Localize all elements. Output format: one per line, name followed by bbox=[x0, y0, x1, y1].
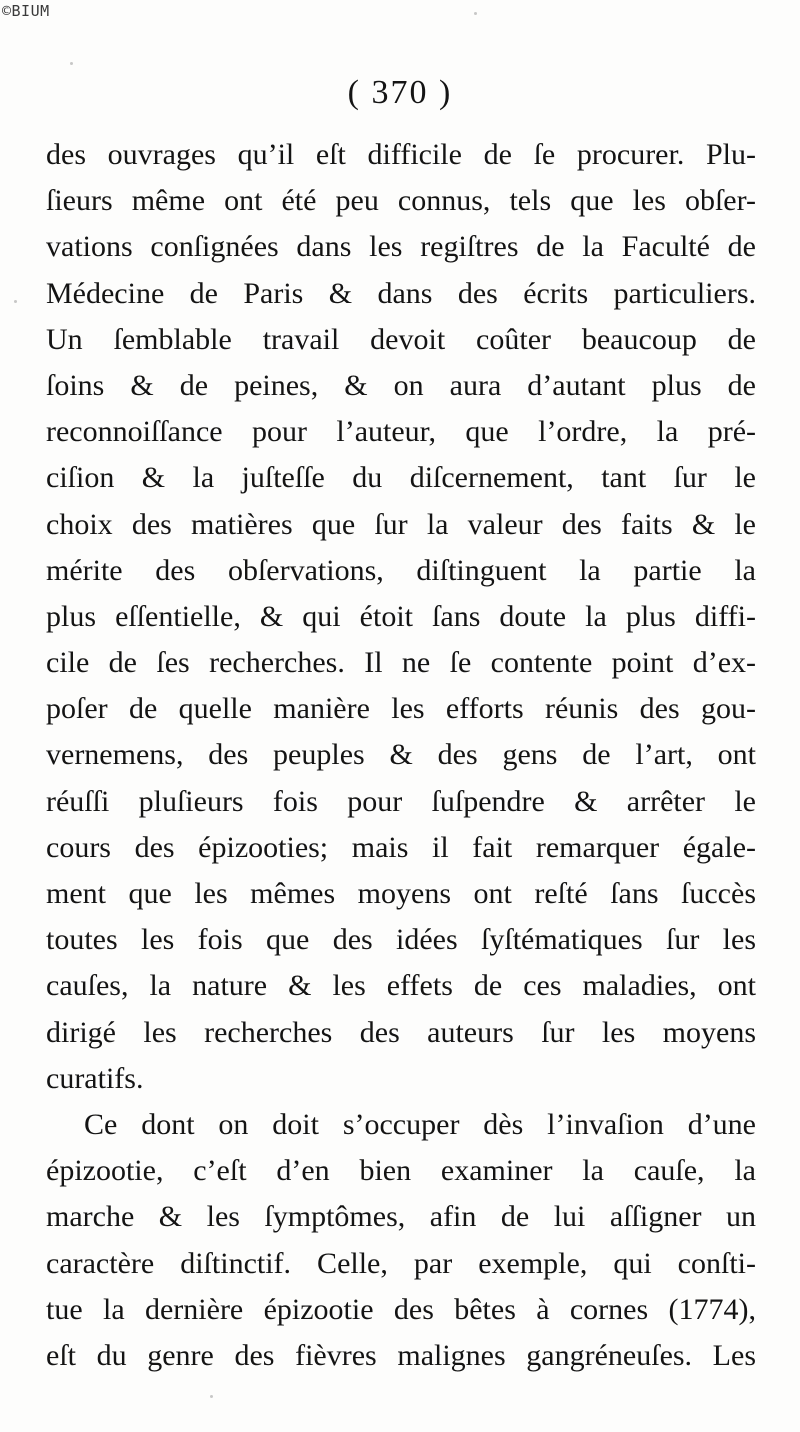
text-line: Un ſemblable travail devoit coûter beaucoup de bbox=[46, 322, 756, 356]
text-line: cauſes, la nature & les effets de ces maladies, ont bbox=[46, 969, 756, 1003]
text-line: Médecine de Paris & dans des écrits particuliers. bbox=[46, 276, 756, 310]
paragraph-2 bbox=[46, 1102, 756, 1379]
text-line: toutes les fois que des idées ſyſtématiques ſur les bbox=[46, 923, 756, 957]
text-line: des ouvrages qu’il eſt difficile de ſe procurer. Plu- bbox=[46, 138, 756, 171]
text-line: tue la dernière épizootie des bêtes à cornes (1774), bbox=[46, 1292, 756, 1326]
paper-speck bbox=[14, 300, 17, 303]
library-watermark: ©BIUM bbox=[2, 2, 50, 20]
text-line: cile de ſes recherches. Il ne ſe contente point d’ex- bbox=[46, 646, 756, 680]
page-number: ( 370 ) bbox=[347, 74, 453, 111]
text-line: ſieurs même ont été peu connus, tels que les obſer- bbox=[46, 184, 756, 218]
text-line: marche & les ſymptômes, afin de lui aſſigner un bbox=[46, 1200, 756, 1234]
text-line: poſer de quelle manière les efforts réunis des gou- bbox=[46, 692, 756, 726]
body-text bbox=[46, 132, 756, 1379]
text-line: choix des matières que ſur la valeur des faits & le bbox=[46, 507, 756, 541]
text-line: ſoins & de peines, & on aura d’autant plus de bbox=[46, 368, 756, 402]
text-line: réuſſi pluſieurs fois pour ſuſpendre & arrêter le bbox=[46, 784, 756, 818]
text-line: ment que les mêmes moyens ont reſté ſans ſuccès bbox=[46, 877, 756, 910]
text-line: dirigé les recherches des auteurs ſur les moyens bbox=[46, 1015, 756, 1049]
text-line: ciſion & la juſteſſe du diſcernement, tant ſur le bbox=[46, 461, 756, 495]
text-line: vernemens, des peuples & des gens de l’art, ont bbox=[46, 738, 756, 772]
text-line: épizootie, c’eſt d’en bien examiner la cauſe, la bbox=[46, 1154, 756, 1188]
text-line: mérite des obſervations, diſtinguent la partie la bbox=[46, 553, 756, 587]
text-line: caractère diſtinctif. Celle, par exemple, qui conſti- bbox=[46, 1246, 756, 1280]
paragraph-1 bbox=[46, 132, 756, 1102]
text-line: Ce dont on doit s’occuper dès l’invaſion d’une bbox=[84, 1107, 756, 1141]
text-line: curatifs. bbox=[46, 1061, 144, 1095]
text-line: reconnoiſſance pour l’auteur, que l’ordre, la pré- bbox=[46, 415, 756, 449]
text-line: cours des épizooties; mais il fait remarquer égale- bbox=[46, 830, 756, 864]
text-line: vations conſignées dans les regiſtres de la Faculté de bbox=[46, 230, 756, 264]
text-line: eſt du genre des fièvres malignes gangréneuſes. Les bbox=[46, 1338, 756, 1372]
paper-speck bbox=[210, 1395, 213, 1398]
paper-speck bbox=[474, 12, 477, 15]
paper-speck bbox=[70, 62, 73, 65]
text-line: plus eſſentielle, & qui étoit ſans doute la plus diffi- bbox=[46, 599, 756, 633]
